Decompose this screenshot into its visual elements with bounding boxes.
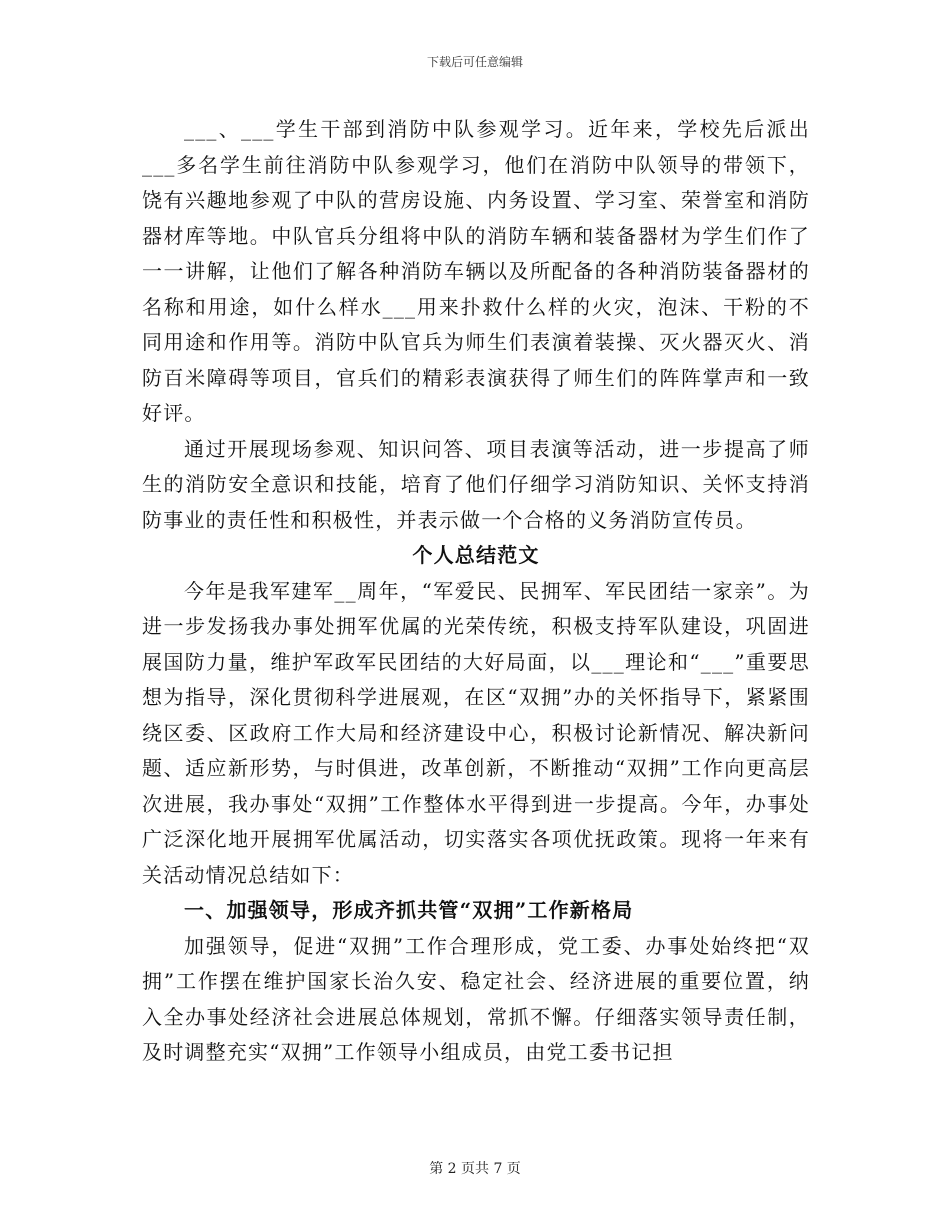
page-footer: 第 2 页共 7 页 xyxy=(429,1161,521,1177)
section-title: 个人总结范文 xyxy=(412,543,540,567)
paragraph: 通过开展现场参观、知识问答、项目表演等活动，进一步提高了师生的消防安全意识和技能，培育了他们仔细学习消防知识、关怀支持消防事业的责任性和积极性，并表示做一个合格的义务消防宣传员。 xyxy=(142,436,810,532)
subheading: 一、加强领导，形成齐抓共管“双拥”工作新格局 xyxy=(184,898,634,922)
paragraph: 今年是我军建军__周年，“军爱民、民拥军、军民团结一家亲”。为进一步发扬我办事处拥军优属的光荣传统，积极支持军队建设，巩固进展国防力量，维护军政军民团结的大好局面，以___理论和“___”重要思想为指导，深化贯彻科学进展观，在区“双拥”办的关怀指导下，紧紧围绕区委、区政府工作大局和经济建设中心，积极讨论新情况、解决新问题、适应新形势，与时俱进，改革创新，不断推动“双拥”工作向更高层次进展，我办事处“双拥”工作整体水平得到进一步提高。今年，办事处广泛深化地开展拥军优属活动，切实落实各项优抚政策。现将一年来有关活动情况总结如下： xyxy=(142,578,810,887)
paragraph: ___、___学生干部到消防中队参观学习。近年来，学校先后派出___多名学生前往消防中队参观学习，他们在消防中队领导的带领下，饶有兴趣地参观了中队的营房设施、内务设置、学习室、荣誉室和消防器材库等地。中队官兵分组将中队的消防车辆和装备器材为学生们作了一一讲解，让他们了解各种消防车辆以及所配备的各种消防装备器材的名称和用途，如什么样水___用来扑救什么样的火灾，泡沫、干粉的不同用途和作用等。消防中队官兵为师生们表演着装操、灭火器灭火、消防百米障碍等项目，官兵们的精彩表演获得了师生们的阵阵掌声和一致好评。 xyxy=(142,117,810,425)
paragraph: 加强领导，促进“双拥”工作合理形成，党工委、办事处始终把“双拥”工作摆在维护国家长治久安、稳定社会、经济进展的重要位置，纳入全办事处经济社会进展总体规划，常抓不懈。仔细落实领导责任制，及时调整充实“双拥”工作领导小组成员，由党工委书记担 xyxy=(142,933,810,1064)
document-body xyxy=(142,112,810,1071)
page-header: 下载后可任意编辑 xyxy=(426,55,523,69)
